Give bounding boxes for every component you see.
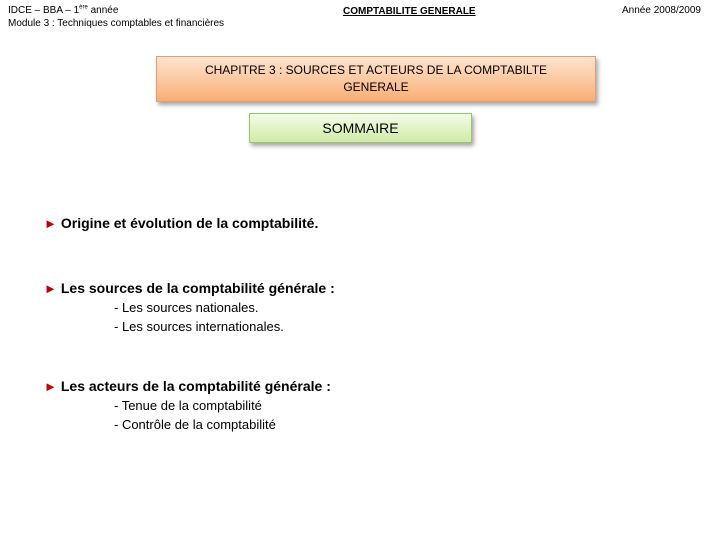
sommaire-box [249, 113, 472, 143]
sommaire-label: SOMMAIRE [322, 120, 399, 136]
header-course-post: année [87, 5, 119, 16]
header-course-info [8, 4, 224, 30]
header-course-pre: IDCE – BBA – 1 [8, 5, 80, 16]
section-acteurs [44, 376, 331, 434]
chapter-title-box [156, 56, 596, 102]
chapter-title: CHAPITRE 3 : SOURCES ET ACTEURS DE LA COMPTABILTE GENERALE [204, 63, 548, 94]
sub-item: - Contrôle de la comptabilité [114, 417, 276, 432]
section-heading-text: Les acteurs de la comptabilité générale : [60, 378, 331, 394]
sub-item: - Les sources internationales. [114, 319, 284, 334]
bullet-arrow-icon: ► [44, 281, 57, 296]
header-module-line: Module 3 : Techniques comptables et financières [8, 18, 225, 29]
bullet-arrow-icon: ► [44, 379, 57, 394]
bullet-arrow-icon: ► [44, 216, 57, 231]
header-course-sup: ère [79, 4, 88, 11]
sub-item: - Les sources nationales. [114, 300, 259, 315]
section-heading-text: Origine et évolution de la comptabilité. [60, 215, 319, 231]
header-subject: COMPTABILITE GENERALE [343, 6, 476, 17]
section-heading [44, 376, 331, 396]
section-heading [44, 213, 318, 233]
section-sources [44, 278, 335, 336]
header-course-line [8, 4, 224, 17]
section-origine [44, 213, 318, 233]
section-heading-text: Les sources de la comptabilité générale : [60, 280, 335, 296]
sub-item: - Tenue de la comptabilité [114, 398, 262, 413]
section-heading [44, 278, 335, 298]
header-year: Année 2008/2009 [622, 5, 701, 16]
